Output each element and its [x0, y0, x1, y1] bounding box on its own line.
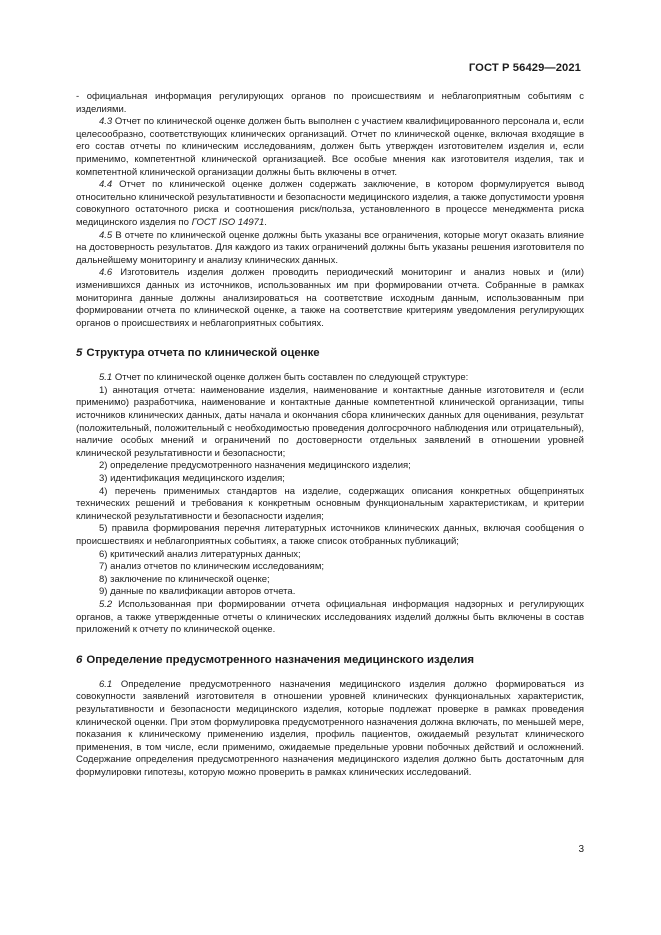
clause-number: 4.6	[99, 267, 113, 279]
clause-text: Определение предусмотренного назначения медицинского изделия должно формироваться из совокупности заявлений изготовителя в отношении уровней клинических функциональных характеристик, результативности и безопасности медицинского изделия, которые подлежат проверке в рамках проведения клинической оценки. При этом формулировка предусмотренного назначения должна включать, по меньшей мере, показания к клиническому применению изделия, профиль пациентов, ожидаемый результат клинического применения, в том числе, если применимо, ожидаемые предельные уровни побочных действий и осложнений. Содержание определения предусмотренного назначения медицинского изделия должно быть достаточным для формулировки гипотезы, которую можно проверить в рамках клинических исследований.	[76, 678, 584, 778]
section-6-heading	[76, 654, 584, 667]
section-number: 6	[76, 653, 83, 666]
list-item: 4) перечень применимых стандартов на изделие, содержащих описания конкретных общепринятых технических решений и требования к конкретным основным функциональным характеристикам, и критерии клинической результативности и безопасности изделия;	[76, 485, 584, 522]
section-title: Структура отчета по клинической оценке	[86, 347, 320, 360]
list-item: 1) аннотация отчета: наименование изделия, наименование и контактные данные изготовителя и (если применимо) разработчика, наименование и контактные данные компетентной клинической организации, типы источников клинических данных, даты начала и окончания сбора клинических данных для оценивания, результат (положительный, положительный с необходимостью проведения долгосрочного наблюдения или отрицательный), наличие особых мнений и ограничений по достоверности отдельных заявлений в отношении уровней клинической результативности и безопасности;	[76, 384, 584, 459]
section-title: Определение предусмотренного назначения медицинского изделия	[86, 653, 475, 666]
clause-text-tail: .	[264, 216, 267, 228]
clause-number: 5.2	[99, 598, 113, 610]
document-body	[76, 91, 584, 780]
section-number: 5	[76, 347, 83, 360]
clause-number: 4.5	[99, 229, 113, 241]
clause-text: Использованная при формировании отчета официальная информация надзорных и регулирующих органов, а также утвержденные отчеты о клинических исследованиях изделий должны быть включены в состав приложений к отчету по клинической оценке.	[76, 598, 584, 636]
clause-number: 5.1	[99, 372, 113, 384]
clause-number: 4.4	[99, 179, 113, 191]
clause-4-6	[76, 267, 584, 330]
standard-reference: ГОСТ ISO 14971	[191, 216, 265, 228]
intro-paragraph: - официальная информация регулирующих органов по происшествиям и неблагоприятным событиям с изделиями.	[76, 91, 584, 115]
list-item: 2) определение предусмотренного назначения медицинского изделия;	[99, 460, 411, 472]
list-item: 5) правила формирования перечня литературных источников клинических данных, включая сообщения о происшествиях и неблагоприятных событиях, а также список отобранных публикаций;	[76, 523, 584, 547]
section-5-heading	[76, 347, 584, 360]
clause-5-2	[76, 599, 584, 637]
clause-5-1	[76, 372, 584, 385]
clause-text: В отчете по клинической оценке должны быть указаны все ограничения, которые могут оказать влияние на достоверность результатов. Для каждого из таких ограничений должны быть указаны решения изготовителя по дальнейшему мониторингу и анализу клинических данных.	[76, 229, 584, 266]
list-item: 6) критический анализ литературных данных;	[99, 548, 301, 560]
clause-number: 4.3	[99, 116, 113, 128]
list-item: 9) данные по квалификации авторов отчета.	[99, 586, 296, 598]
clause-6-1	[76, 679, 584, 780]
clause-4-5	[76, 230, 584, 268]
clause-text: Изготовитель изделия должен проводить периодический мониторинг и анализ новых и (или) изменившихся данных из источников, использованных им при формировании отчета. Собранные в рамках мониторинга данные должны анализироваться на соответствие исходным данным, использованным при формировании отчета по клинической оценке, а также на соответствие критериям уведомления регулирующих органов о происшествиях и неблагоприятных событиях.	[76, 267, 584, 329]
clause-4-4	[76, 179, 584, 229]
list-item: 7) анализ отчетов по клиническим исследованиям;	[99, 561, 324, 573]
clause-text: Отчет по клинической оценке должен содержать заключение, в котором формулируется вывод относительно клинической результативности и безопасности медицинского изделия, а также допустимости уровня совокупного остаточного риска и соотношения риск/польза, установленного в процессе менеджмента риска медицинского изделия по	[76, 179, 584, 228]
list-item: 3) идентификация медицинского изделия;	[99, 473, 285, 485]
list-item: 8) заключение по клинической оценке;	[99, 573, 270, 585]
clause-4-3	[76, 116, 584, 179]
clause-text: Отчет по клинической оценке должен быть выполнен с участием квалифицированного персонала и, если целесообразно, соответствующих клинических организаций. Отчет по клинической оценке, включая входящие в его состав отчеты по клиническим исследованиям, должен быть утвержден изготовителем изделия и, если применимо, компетентной клинической организацией. Все особые мнения как изготовителя изделия, так и компетентной клинической организации должны быть включены в отчет.	[76, 116, 584, 178]
clause-text: Отчет по клинической оценке должен быть составлен по следующей структуре:	[112, 372, 469, 384]
page-number: 3	[578, 844, 584, 855]
clause-number: 6.1	[99, 678, 113, 690]
document-id-header: ГОСТ Р 56429—2021	[468, 62, 581, 74]
